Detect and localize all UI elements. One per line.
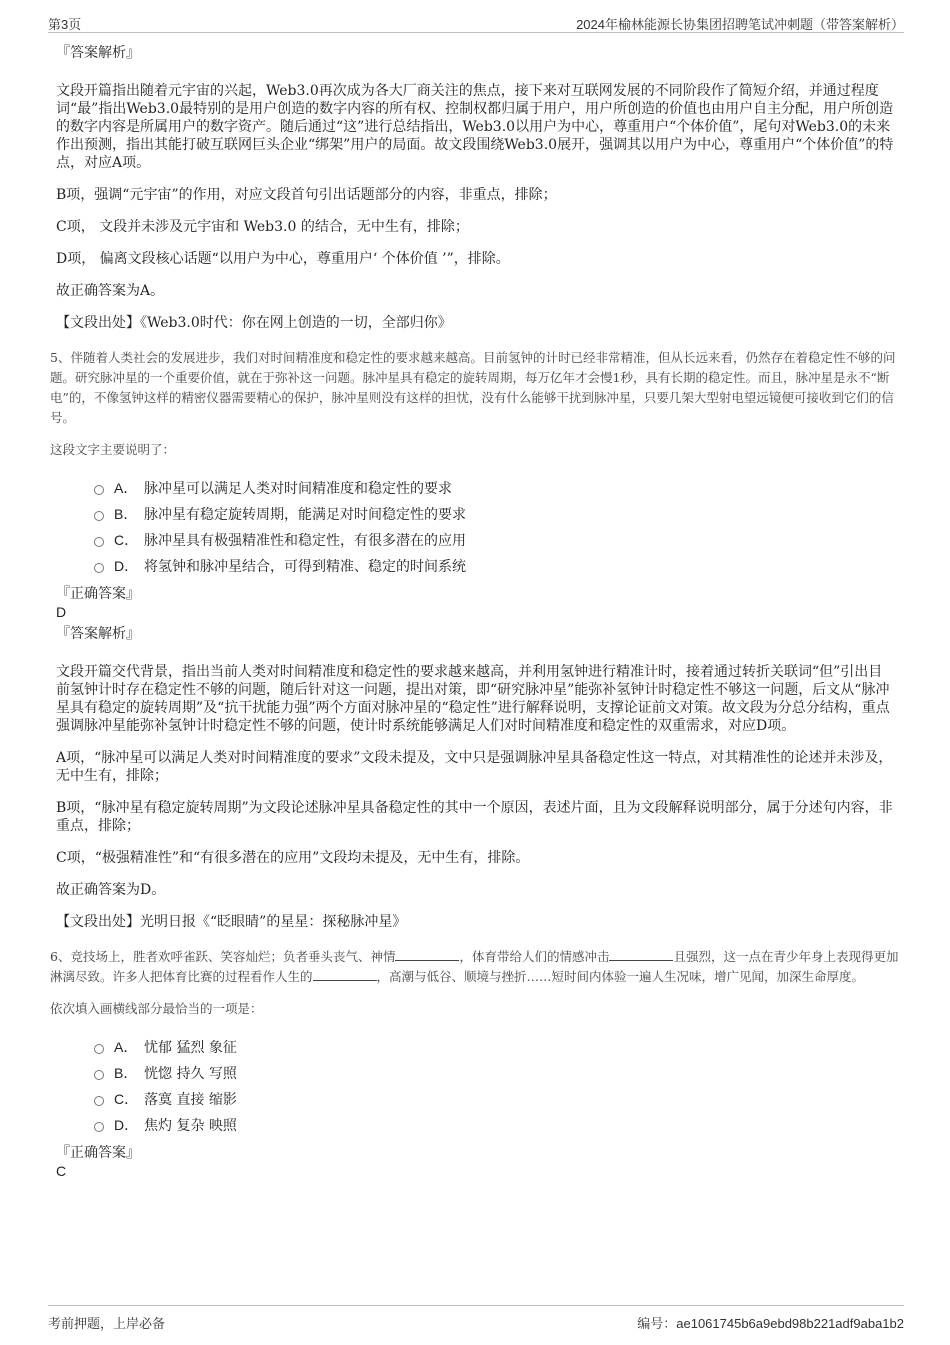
radio-button-icon[interactable] (94, 563, 104, 573)
page-header (48, 10, 904, 33)
q5-analysis-text: 文段开篇交代背景，指出当前人类对时间精准度和稳定性的要求越来越高，并利用氢钟进行精准计时，接着通过转折关联词“但”引出目前氢钟计时存在稳定性不够的问题，随后针对这一问题，提出对策，即“研究脉冲星”能弥补氢钟计时稳定性不够这一问题，后文从“脉冲星具有稳定的旋转周期”及“抗干扰能力强”两个方面对脉冲星的“稳定性”进行解释说明，支撑论证前文对策。故文段为分总分结构，重点强调脉冲星能弥补氢钟计时稳定性不够的问题，使计时系统能够满足人们对时间精准度和稳定性的双重需求，对应D项。 (56, 664, 890, 734)
q5-option-c[interactable]: C． 脉冲星具有极强精准性和稳定性，有很多潜在的应用 (94, 527, 896, 553)
blank-3 (313, 968, 377, 981)
q5-option-b[interactable]: B． 脉冲星有稳定旋转周期，能满足对时间稳定性的要求 (94, 501, 896, 527)
radio-button-icon[interactable] (94, 1044, 104, 1054)
q6-options (94, 1034, 896, 1138)
q6-prompt: 依次填入画横线部分最恰当的一项是： (50, 1001, 263, 1016)
document-title: 2024年榆林能源长协集团招聘笔试冲刺题（带答案解析） (576, 17, 904, 32)
q5-option-b-analysis: B项，“脉冲星有稳定旋转周期”为文段论述脉冲星具备稳定性的其中一个原因，表述片面，且为文段解释说明部分，属于分述句内容，非重点，排除； (56, 800, 893, 834)
q4-option-c-analysis: C项， 文段并未涉及元宇宙和 Web3.0 的结合，无中生有，排除； (56, 219, 469, 235)
radio-button-icon[interactable] (94, 537, 104, 547)
analysis-label: 『答案解析』 (56, 626, 140, 642)
q5-option-c-analysis: C项，“极强精准性”和“有很多潜在的应用”文段均未提及，无中生有，排除。 (56, 850, 530, 866)
answer-label: 『正确答案』 (56, 1145, 140, 1161)
q4-analysis-section (56, 44, 896, 332)
blank-1 (395, 948, 459, 961)
q5-answer-section (56, 585, 896, 931)
question-6 (50, 947, 902, 1018)
q5-option-d[interactable]: D． 将氢钟和脉冲星结合，可得到精准、稳定的时间系统 (94, 553, 896, 579)
blank-2 (609, 948, 673, 961)
document-id: 编号：ae1061745b6a9ebd98b221adf9aba1b2 (637, 1316, 904, 1331)
radio-button-icon[interactable] (94, 1070, 104, 1080)
q4-option-d-analysis: D项， 偏离文段核心话题“以用户为中心，尊重用户‘ 个体价值 ’”，排除。 (56, 251, 510, 267)
radio-button-icon[interactable] (94, 511, 104, 521)
q5-prompt: 这段文字主要说明了： (50, 442, 176, 457)
radio-button-icon[interactable] (94, 1122, 104, 1132)
q6-option-d[interactable]: D． 焦灼 复杂 映照 (94, 1112, 896, 1138)
q4-analysis-text: 文段开篇指出随着元宇宙的兴起，Web3.0再次成为各大厂商关注的焦点，接下来对互联网发展的不同阶段作了简短介绍，并通过程度词“最”指出Web3.0最特别的是用户创造的数字内容的所有权、控制权都归属于用户，用户所创造的价值也由用户自主分配，用户所创造的数字内容是所属用户的数字资产。随后通过“这”进行总结指出，Web3.0以用户为中心，尊重用户“个体价值”，尾句对Web3.0的未来作出预测，指出其能打破互联网巨头企业“绑架”用户的局面。故文段围绕Web3.0展开，强调其以用户为中心，尊重用户“个体价值”的特点，对应A项。 (56, 83, 894, 171)
q5-answer: D (56, 604, 67, 620)
q6-option-c[interactable]: C． 落寞 直接 缩影 (94, 1086, 896, 1112)
page-footer (48, 1305, 904, 1330)
q6-answer-section (56, 1144, 896, 1180)
q5-option-a[interactable]: A． 脉冲星可以满足人类对时间精准度和稳定性的要求 (94, 475, 896, 501)
question-5 (50, 348, 902, 459)
footer-slogan: 考前押题，上岸必备 (48, 1316, 166, 1331)
q6-answer: C (56, 1163, 67, 1179)
q4-option-b-analysis: B项，强调“元宇宙”的作用，对应文段首句引出话题部分的内容，非重点，排除； (56, 187, 557, 203)
q4-conclusion: 故正确答案为A。 (56, 283, 165, 299)
q5-source: 【文段出处】光明日报《“眨眼睛”的星星：探秘脉冲星》 (56, 914, 407, 930)
page-content (50, 44, 899, 1180)
q5-options (94, 475, 896, 579)
page-number: 第3页 (48, 17, 82, 32)
analysis-label: 『答案解析』 (56, 45, 140, 61)
q4-source: 【文段出处】《Web3.0时代：你在网上创造的一切，全部归你》 (56, 315, 452, 331)
radio-button-icon[interactable] (94, 1096, 104, 1106)
q6-option-b[interactable]: B． 恍惚 持久 写照 (94, 1060, 896, 1086)
radio-button-icon[interactable] (94, 485, 104, 495)
q6-question-text: 6、竞技场上，胜者欢呼雀跃、笑容灿烂；负者垂头丧气、神情 ，体育带给人们的情感冲击 且强烈，这一点在青少年身上表现得更加淋漓尽致。许多人把体育比赛的过程看作人生的 ，高潮与低谷、顺境与挫折……短时间内体验一遍人生况味，增广见闻，加深生命厚度。 (50, 949, 899, 984)
answer-label: 『正确答案』 (56, 586, 140, 602)
q6-option-a[interactable]: A． 忧郁 猛烈 象征 (94, 1034, 896, 1060)
q5-conclusion: 故正确答案为D。 (56, 882, 166, 898)
q5-question-text: 5、伴随着人类社会的发展进步，我们对时间精准度和稳定性的要求越来越高。目前氢钟的计时已经非常精准，但从长远来看，仍然存在着稳定性不够的问题。研究脉冲星的一个重要价值，就在于弥补这一问题。脉冲星具有稳定的旋转周期，每万亿年才会慢1秒，具有长期的稳定性。而且，脉冲星是永不“断电”的，不像氢钟这样的精密仪器需要精心的保护，脉冲星则没有这样的担忧，没有什么能够干扰到脉冲星，只要几架大型射电望远镜便可接收到它们的信号。 (50, 350, 896, 425)
q5-option-a-analysis: A项，“脉冲星可以满足人类对时间精准度的要求”文段未提及，文中只是强调脉冲星具备稳定性这一特点，对其精准性的论述并未涉及，无中生有，排除； (56, 750, 893, 784)
